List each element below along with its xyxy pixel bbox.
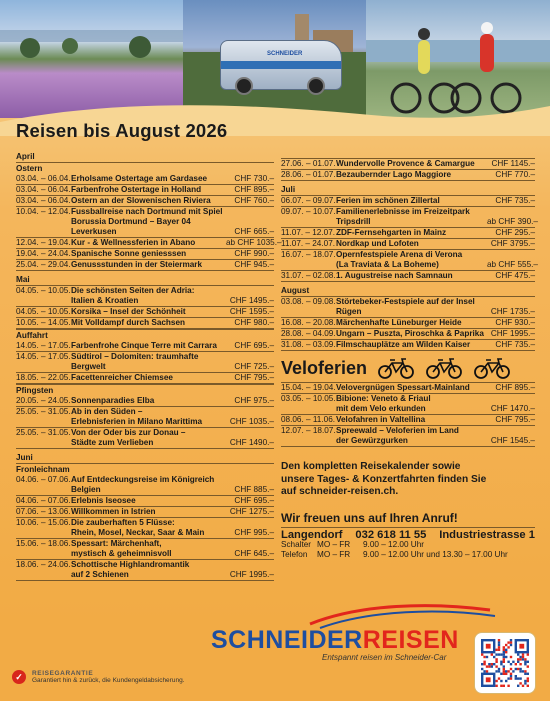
trip-row[interactable] — [281, 250, 538, 271]
trip-price: CHF 895.– — [495, 383, 535, 392]
trip-dates: 10.04. – 12.04. — [16, 207, 71, 216]
trip-name: Auf Entdeckungsreise im Königreich Belgien — [71, 475, 215, 494]
trip-price: CHF 665.– — [234, 227, 274, 236]
trip-row[interactable] — [16, 396, 274, 407]
trip-row[interactable] — [16, 507, 274, 518]
trip-row[interactable] — [16, 196, 274, 207]
trip-row[interactable] — [16, 373, 274, 384]
veloferien-list — [281, 382, 535, 447]
trip-name: Erholsame Ostertage am Gardasee — [71, 174, 208, 183]
trip-name: Familienerlebnisse im Freizeitpark Tripsdrill — [336, 207, 470, 226]
trip-name: 1. Augustreise nach Samnaun — [336, 271, 453, 280]
trip-dates: 25.05. – 31.05. — [16, 428, 71, 437]
month-heading: April — [16, 152, 35, 161]
trip-name: Ferien im schönen Zillertal — [336, 196, 440, 205]
trip-price: CHF 760.– — [234, 196, 274, 205]
trip-name: Märchenhafte Lüneburger Heide — [336, 318, 462, 327]
month-heading: August — [281, 286, 310, 295]
trip-price: CHF 990.– — [234, 249, 274, 258]
trip-row[interactable] — [281, 297, 535, 318]
trip-price: CHF 695.– — [234, 496, 274, 505]
guarantee-icon: ✓ — [12, 670, 26, 684]
hours-row — [281, 550, 535, 561]
trip-price: ab CHF 390.– — [487, 217, 538, 226]
trip-price: CHF 770.– — [495, 170, 535, 179]
trip-row[interactable] — [281, 394, 535, 415]
logo-tagline: Entspannt reisen im Schneider-Car — [322, 653, 447, 662]
trip-row[interactable] — [281, 329, 535, 340]
trip-price: CHF 1545.– — [490, 436, 535, 445]
bus-image — [220, 40, 342, 90]
trip-name: Filmschauplätze am Wilden Kaiser — [336, 340, 471, 349]
trip-row[interactable] — [16, 560, 274, 581]
trip-dates: 28.08. – 04.09. — [281, 329, 336, 338]
info-line: Den kompletten Reisekalender sowie — [281, 461, 461, 472]
trip-name: Velovergnügen Spessart-Mainland — [336, 383, 470, 392]
trip-name: Korsika – Insel der Schönheit — [71, 307, 186, 316]
trip-price: CHF 795.– — [234, 373, 274, 382]
trip-dates: 28.06. – 01.07. — [281, 170, 336, 179]
month-heading: Juli — [281, 185, 296, 194]
trip-row[interactable] — [16, 174, 274, 185]
trip-dates: 03.04. – 06.04. — [16, 196, 71, 205]
trip-name: Sonnenparadies Elba — [71, 396, 155, 405]
bus-label: SCHNEIDER — [267, 51, 303, 57]
trip-row[interactable] — [281, 196, 535, 207]
veloferien-header — [281, 357, 535, 379]
trip-row[interactable] — [281, 228, 535, 239]
trip-row[interactable] — [281, 318, 535, 329]
trip-row[interactable] — [281, 239, 535, 250]
travel-guarantee — [12, 670, 184, 684]
trip-dates: 03.04. – 06.04. — [16, 174, 71, 183]
trip-name: Spanische Sonne geniesssen — [71, 249, 187, 258]
trip-name: Kur - & Wellnessferien in Abano — [71, 238, 196, 247]
info-line: unsere Tages- & Konzertfahrten finden Sie — [281, 473, 487, 485]
trip-price: CHF 995.– — [234, 528, 274, 537]
trip-price: ab CHF 1035.– — [226, 238, 282, 247]
trip-group — [16, 463, 274, 581]
trip-name: Willkommen in Istrien — [71, 507, 156, 516]
trip-row[interactable] — [16, 518, 274, 539]
trip-price: ab CHF 555.– — [487, 260, 538, 269]
trip-name: Bibione: Veneto & Friaul mit dem Velo erkunden — [336, 394, 431, 413]
trip-dates: 03.05. – 10.05. — [281, 394, 336, 403]
trip-price: CHF 475.– — [495, 271, 535, 280]
trip-dates: 12.07. – 18.07. — [281, 426, 336, 435]
trip-price: CHF 975.– — [234, 396, 274, 405]
trip-name: Opernfestspiele Arena di Verona (La Traviata & La Boheme) — [336, 250, 463, 269]
trip-row[interactable] — [16, 207, 274, 238]
month-heading: Mai — [16, 275, 30, 284]
trip-price: CHF 1035.– — [229, 417, 274, 426]
trip-price: CHF 1470.– — [490, 404, 535, 413]
trip-row[interactable] — [16, 407, 274, 428]
trip-dates: 15.06. – 18.06. — [16, 539, 71, 548]
trip-row[interactable] — [16, 428, 274, 449]
trip-dates: 10.05. – 14.05. — [16, 318, 71, 327]
trip-price: CHF 1490.– — [229, 438, 274, 447]
trip-dates: 18.05. – 22.05. — [16, 373, 71, 382]
trip-row[interactable] — [281, 170, 535, 181]
trip-dates: 10.06. – 15.06. — [16, 518, 71, 527]
trip-price: CHF 945.– — [234, 260, 274, 269]
trip-name: Die zauberhaften 5 Flüsse: Rhein, Mosel, Neckar, Saar & Main — [71, 518, 205, 537]
trip-price: CHF 1595.– — [229, 307, 274, 316]
trip-price: CHF 980.– — [234, 318, 274, 327]
guarantee-title: REISEGARANTIE — [32, 670, 94, 677]
trip-name: Mit Volldampf durch Sachsen — [71, 318, 186, 327]
trip-row[interactable] — [16, 307, 274, 318]
trip-dates: 04.05. – 10.05. — [16, 307, 71, 316]
trip-price: CHF 1995.– — [229, 570, 274, 579]
trip-row[interactable] — [281, 207, 538, 228]
contact-phone[interactable]: 032 618 11 55 — [355, 528, 427, 541]
trip-dates: 27.06. – 01.07. — [281, 159, 336, 168]
hours-row — [281, 540, 535, 551]
trip-price: CHF 885.– — [234, 485, 274, 494]
trip-price: CHF 3795.– — [490, 239, 535, 248]
trip-row[interactable] — [16, 539, 274, 560]
trip-name: Farbenfrohe Ostertage in Holland — [71, 185, 202, 194]
contact-line — [281, 527, 535, 540]
trip-price: CHF 895.– — [234, 185, 274, 194]
trip-dates: 31.07. – 02.08. — [281, 271, 336, 280]
trip-name: Spreewald – Veloferien im Land der Gewürzgurken — [336, 426, 459, 445]
schneider-reisen-logo — [211, 626, 459, 655]
trip-dates: 09.07. – 10.07. — [281, 207, 336, 216]
trip-row[interactable] — [281, 271, 535, 282]
trip-price: CHF 1495.– — [229, 296, 274, 305]
logo-part-schneider: SCHNEIDER — [211, 626, 363, 654]
trip-row[interactable] — [281, 426, 535, 447]
trip-row[interactable] — [16, 185, 274, 196]
hours-time: 9.00 – 12.00 Uhr — [363, 539, 424, 549]
trip-row[interactable] — [16, 260, 274, 271]
trip-dates: 07.06. – 13.06. — [16, 507, 71, 516]
trip-name: Nordkap und Lofoten — [336, 239, 419, 248]
call-to-action: Wir freuen uns auf Ihren Anruf! — [281, 510, 458, 525]
trip-row[interactable] — [16, 249, 274, 260]
trip-dates: 25.05. – 31.05. — [16, 407, 71, 416]
trip-price: CHF 295.– — [495, 228, 535, 237]
trip-price: CHF 735.– — [495, 340, 535, 349]
bicycle-icon — [473, 357, 511, 379]
trip-group — [16, 285, 274, 329]
right-top-list — [281, 158, 535, 181]
holiday-heading: Fronleichnam — [16, 465, 70, 474]
trip-dates: 03.04. – 06.04. — [16, 185, 71, 194]
bicycle-icon — [377, 357, 415, 379]
trip-price: CHF 1145.– — [491, 159, 535, 168]
trip-dates: 19.04. – 24.04. — [16, 249, 71, 258]
trip-dates: 04.06. – 07.06. — [16, 475, 71, 484]
trip-dates: 11.07. – 24.07. — [281, 239, 336, 248]
hours-days: MO – FR — [317, 539, 351, 549]
trip-dates: 16.08. – 20.08. — [281, 318, 336, 327]
holiday-heading: Auffahrt — [16, 331, 48, 340]
info-text — [281, 461, 535, 499]
trip-row[interactable] — [16, 238, 282, 249]
trip-price: CHF 725.– — [234, 362, 274, 371]
trip-price: CHF 730.– — [234, 174, 274, 183]
trip-dates: 31.08. – 03.09. — [281, 340, 336, 349]
holiday-heading: Pfingsten — [16, 386, 54, 395]
veloferien-title: Veloferien — [281, 358, 368, 378]
trip-name: Farbenfrohe Cinque Terre mit Carrara — [71, 341, 217, 350]
trip-dates: 14.05. – 17.05. — [16, 341, 71, 350]
logo-part-reisen: REISEN — [362, 626, 459, 654]
trip-price: CHF 1275.– — [229, 507, 274, 516]
trip-dates: 20.05. – 24.05. — [16, 396, 71, 405]
contact-street: Industriestrasse 1 — [439, 528, 535, 541]
trip-name: Südtirol – Dolomiten: traumhafte Bergwelt — [71, 352, 199, 371]
trip-dates: 18.06. – 24.06. — [16, 560, 71, 569]
holiday-heading: Ostern — [16, 164, 43, 173]
hours-days: MO – FR — [317, 550, 351, 559]
trip-dates: 06.07. – 09.07. — [281, 196, 336, 205]
trip-dates: 08.06. – 11.06. — [281, 415, 336, 424]
trip-row[interactable] — [16, 352, 274, 373]
trip-row[interactable] — [16, 496, 274, 507]
hours-time: 9.00 – 12.00 Uhr und 13.30 – 17.00 Uhr — [363, 550, 508, 559]
trip-name: Ungarn – Puszta, Piroschka & Paprika — [336, 329, 484, 338]
trip-group — [281, 296, 535, 351]
trip-name: Bezaubernder Lago Maggiore — [336, 170, 452, 179]
trip-row[interactable] — [281, 340, 535, 351]
trip-dates: 25.04. – 29.04. — [16, 260, 71, 269]
trip-row[interactable] — [16, 341, 274, 352]
page-title: Reisen bis August 2026 — [16, 120, 228, 141]
trip-name: Fussballreise nach Dortmund mit Spiel Borussia Dortmund – Bayer 04 Leverkusen — [71, 207, 223, 236]
trip-row[interactable] — [281, 159, 535, 170]
left-column — [16, 152, 282, 581]
trip-name: Velofahren in Valtellina — [336, 415, 426, 424]
trip-dates: 12.04. – 19.04. — [16, 238, 71, 247]
trip-name: Störtebeker-Festspiele auf der Insel Rügen — [336, 297, 475, 316]
trip-price: CHF 1735.– — [490, 307, 535, 316]
trip-group — [281, 195, 538, 282]
trip-name: Die schönsten Seiten der Adria: Italien & Kroatien — [71, 286, 195, 305]
trip-dates: 14.05. – 17.05. — [16, 352, 71, 361]
trip-name: Schottische Highlandromantik auf 2 Schienen — [71, 560, 190, 579]
contact-city: Langendorf — [281, 528, 343, 541]
trip-row[interactable] — [281, 415, 535, 426]
trip-dates: 03.08. – 09.08. — [281, 297, 336, 306]
right-column — [281, 158, 538, 561]
trip-price: CHF 695.– — [234, 341, 274, 350]
trip-name: Facettenreicher Chiemsee — [71, 373, 173, 382]
trip-dates: 04.06. – 07.06. — [16, 496, 71, 505]
bicycle-icon — [425, 357, 463, 379]
photo-strip — [0, 0, 550, 118]
trip-name: Wundervolle Provence & Camargue — [336, 159, 475, 168]
trip-row[interactable] — [16, 318, 274, 329]
trip-price: CHF 795.– — [495, 415, 535, 424]
guarantee-text: Garantiert hin & zurück, die Kundengeldabsicherung. — [32, 677, 185, 684]
trip-row[interactable] — [281, 383, 535, 394]
hours-label: Telefon — [281, 550, 308, 559]
right-sections — [281, 185, 538, 351]
trip-group — [16, 384, 274, 449]
trip-price: CHF 645.– — [234, 549, 274, 558]
trip-name: Spessart: Märchenhaft, mystisch & geheimnisvoll — [71, 539, 172, 558]
trip-dates: 16.07. – 18.07. — [281, 250, 336, 259]
trip-name: Ab in den Süden – Erlebnisferien in Milano Marittima — [71, 407, 203, 426]
trip-name: ZDF-Fernsehgarten in Mainz — [336, 228, 447, 237]
qr-code[interactable] — [474, 632, 536, 694]
trip-dates: 04.05. – 10.05. — [16, 286, 71, 295]
opening-hours — [281, 540, 535, 561]
info-line: auf schneider-reisen.ch. — [281, 486, 399, 497]
trip-row[interactable] — [16, 286, 274, 307]
trip-row[interactable] — [16, 475, 274, 496]
trip-name: Genussstunden in der Steiermark — [71, 260, 203, 269]
trip-dates: 11.07. – 12.07. — [281, 228, 336, 237]
trip-name: Erlebnis Iseosee — [71, 496, 136, 505]
trip-price: CHF 1995.– — [490, 329, 535, 338]
trip-price: CHF 735.– — [495, 196, 535, 205]
trip-group — [16, 329, 274, 384]
trip-name: Von der Oder bis zur Donau – Städte zum Verlieben — [71, 428, 186, 447]
month-heading: Juni — [16, 453, 33, 462]
trip-price: CHF 930.– — [495, 318, 535, 327]
hours-label: Schalter — [281, 539, 312, 549]
trip-name: Ostern an der Slowenischen Riviera — [71, 196, 211, 205]
trip-group — [16, 162, 282, 271]
trip-dates: 15.04. – 19.04. — [281, 383, 336, 392]
